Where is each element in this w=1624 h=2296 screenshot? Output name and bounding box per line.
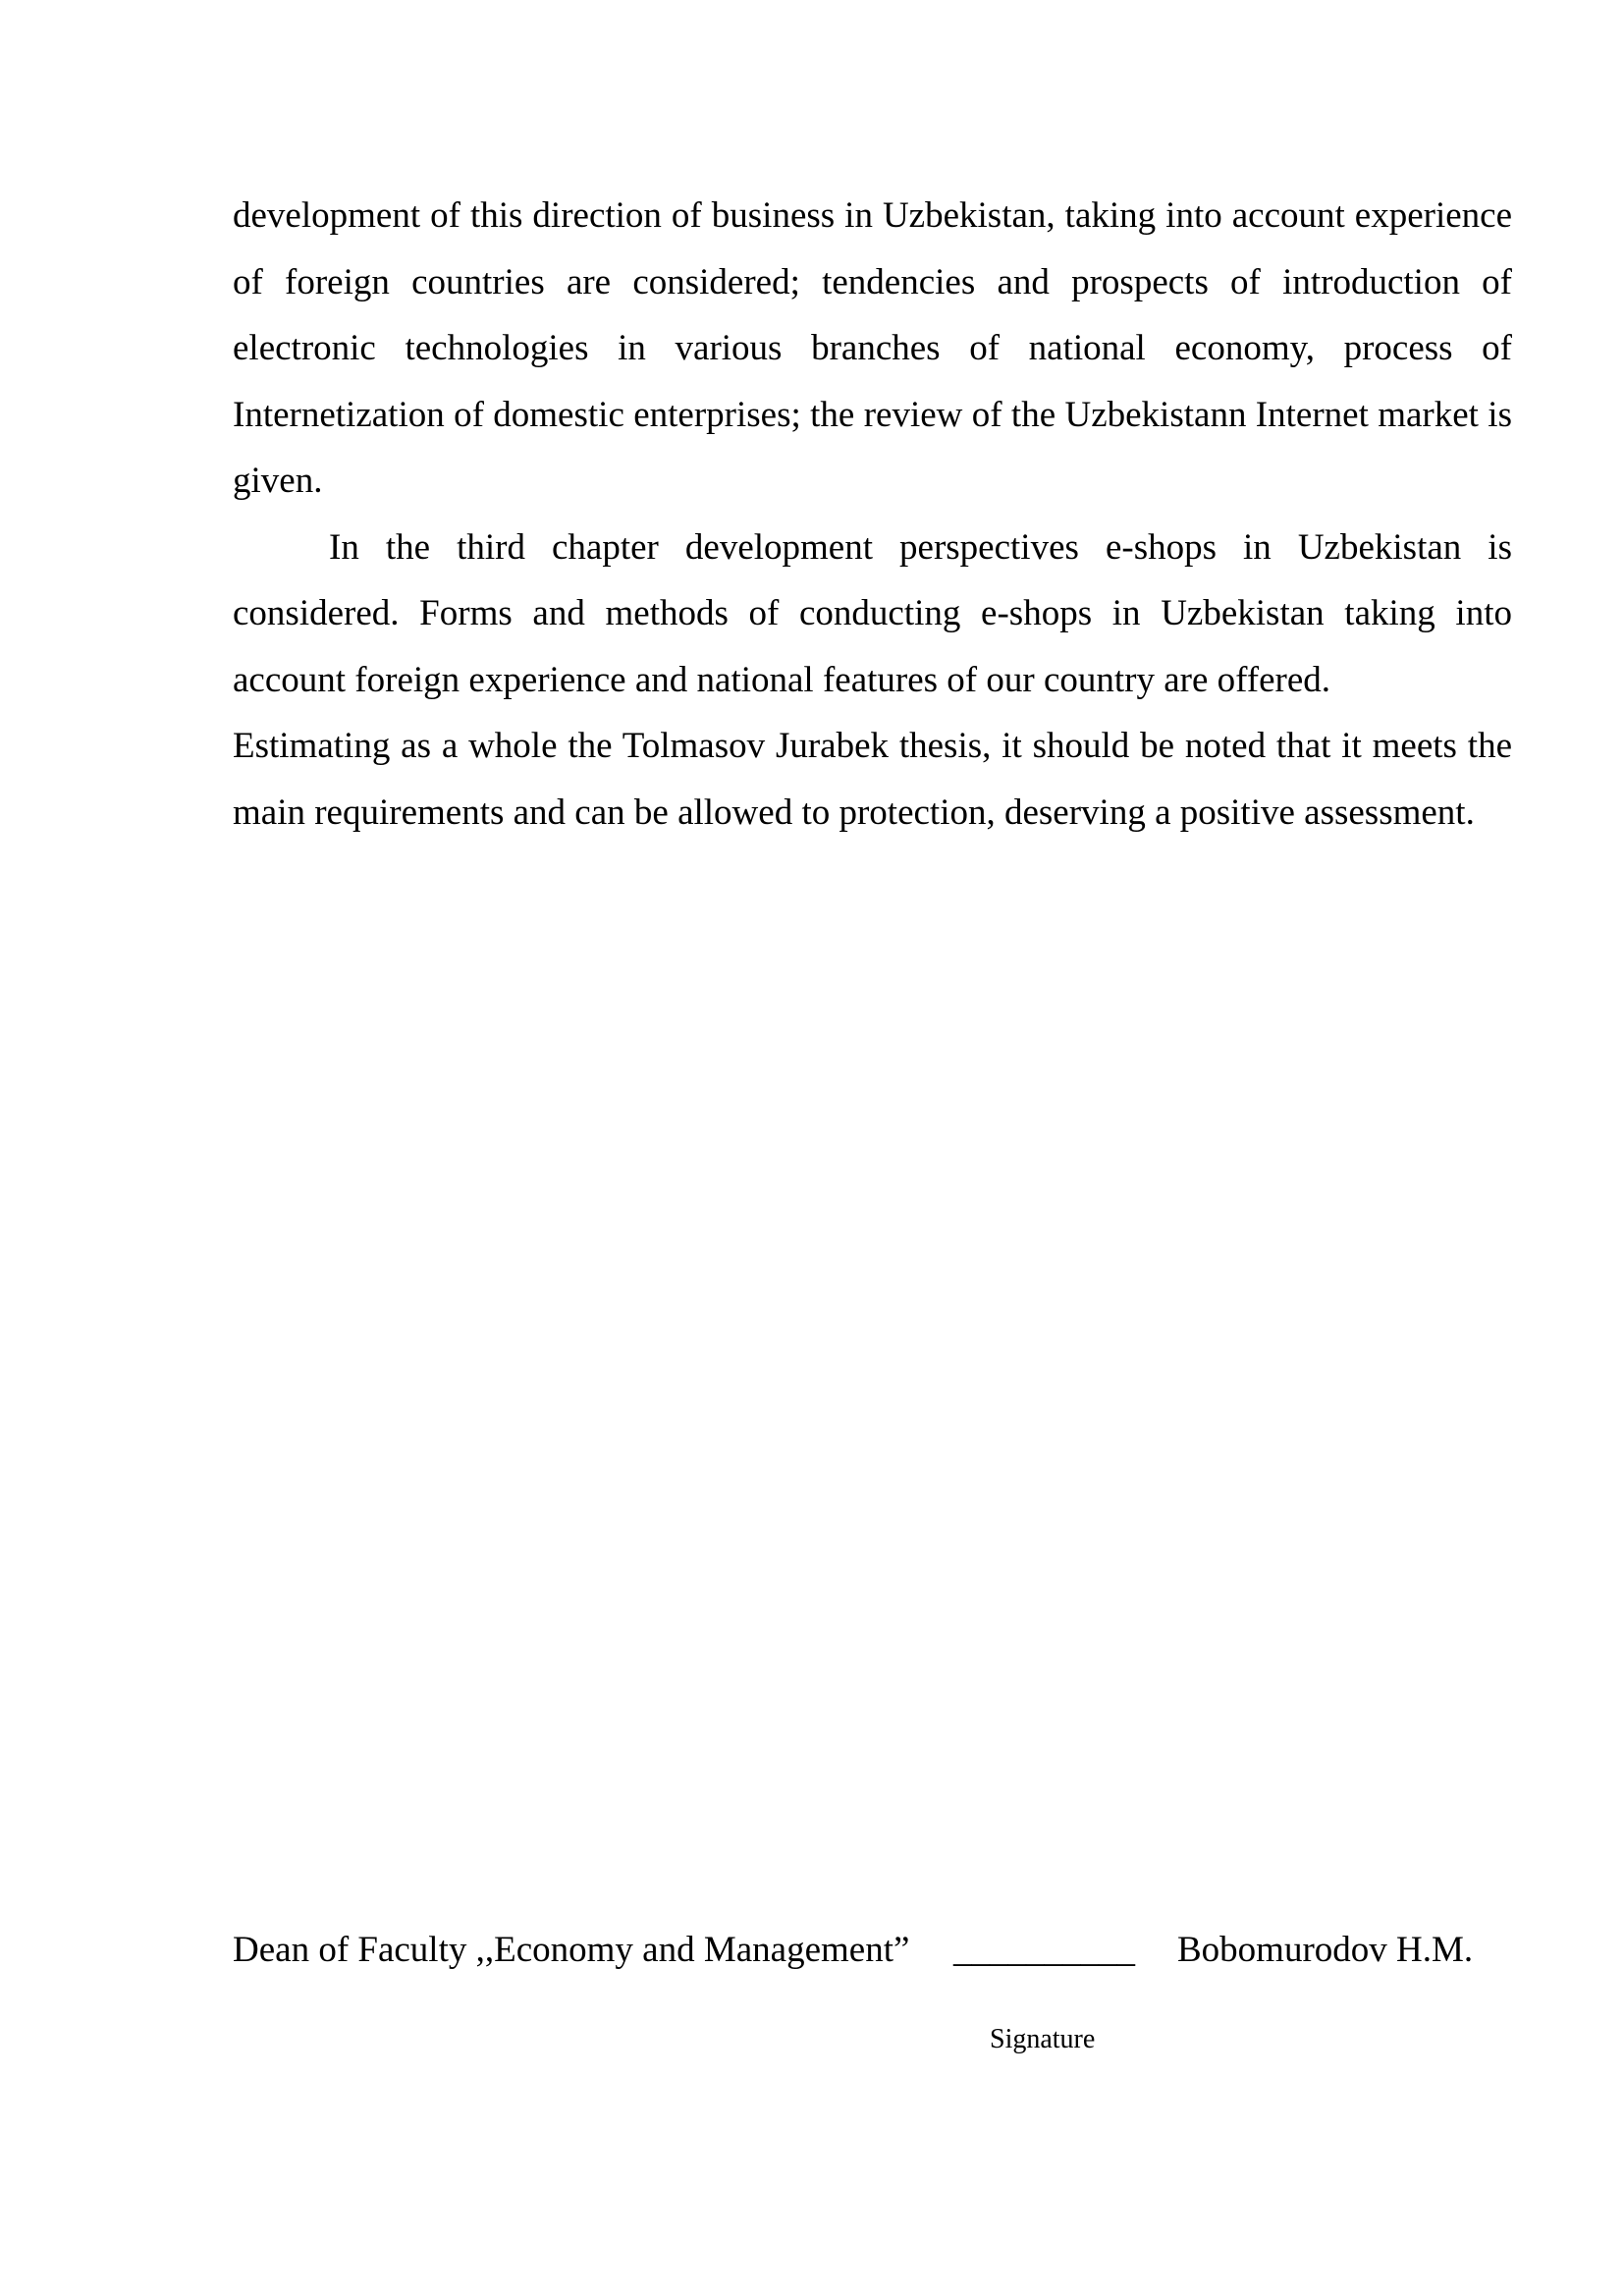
signature-blank: __________ [953, 1930, 1135, 1970]
signature-caption: Signature [990, 2024, 1096, 2054]
dean-faculty-label: Dean of Faculty ,,Economy and Management” [233, 1930, 910, 1970]
paragraph-assessment: Estimating as a whole the Tolmasov Jurabek thesis, it should be noted that it meets the main requirements and can be allowed to protection, deserving a positive assessment. [233, 726, 1512, 833]
dean-name: Bobomurodov H.M. [1177, 1930, 1474, 1970]
body-text [233, 183, 1512, 846]
paragraph-continuation: development of this direction of business in Uzbekistan, taking into account experience of foreign countries are considered; tendencies and prospects of introduction of electronic technologies in various branches of national economy, process of Internetization of domestic enterprises; the review of the Uzbekistann Internet market is given. [233, 195, 1512, 501]
signature-line [233, 1927, 1529, 2162]
paragraph-third-chapter: In the third chapter development perspectives e-shops in Uzbekistan is considered. Forms and methods of conducting e-shops in Uzbekistan taking into account foreign experience and national features of our country are offered. [233, 526, 1512, 700]
